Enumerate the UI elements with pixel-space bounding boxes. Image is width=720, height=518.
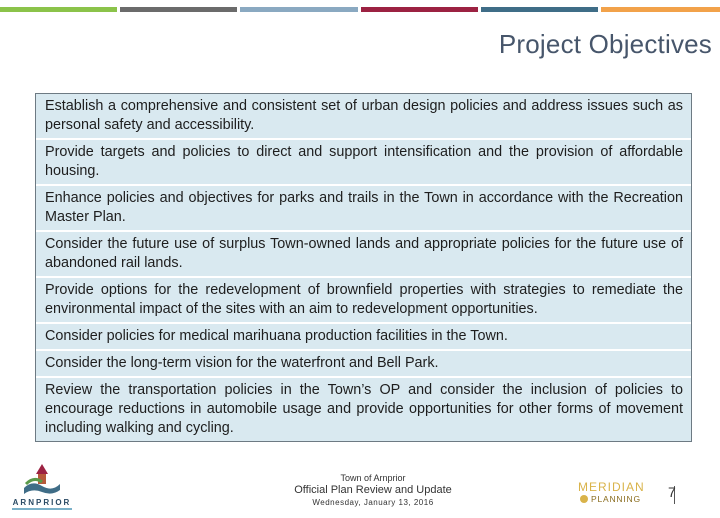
planning-logo-text: PLANNING bbox=[591, 494, 641, 504]
accent-segment-gray bbox=[120, 7, 237, 12]
accent-segment-light-blue bbox=[240, 7, 357, 12]
meridian-logo-text: MERIDIAN bbox=[578, 480, 645, 494]
page-number: 7 bbox=[668, 484, 676, 500]
meridian-planning-logo bbox=[578, 480, 648, 506]
objective-row: Review the transportation policies in the Town’s OP and consider the inclusion of policies to encourage reductions in automobile usage and provide opportunities for other forms of movement including walking and cycling. bbox=[45, 382, 683, 436]
objective-row: Consider policies for medical marihuana production facilities in the Town. bbox=[36, 324, 691, 351]
footer-org: Town of Arnprior bbox=[340, 473, 406, 483]
accent-bar bbox=[0, 7, 720, 12]
objectives-table bbox=[35, 93, 692, 442]
sun-icon bbox=[580, 495, 588, 503]
arnprior-logo bbox=[12, 462, 72, 514]
page-title: Project Objectives bbox=[498, 29, 712, 59]
arnprior-logo-underline bbox=[12, 508, 72, 510]
objective-row: Enhance policies and objectives for parks and trails in the Town in accordance with the Recreation Master Plan. bbox=[36, 186, 691, 232]
objective-row: Consider the long-term vision for the waterfront and Bell Park. bbox=[36, 351, 691, 378]
objective-row: Provide targets and policies to direct and support intensification and the provision of affordable housing. bbox=[36, 140, 691, 186]
footer-project: Official Plan Review and Update bbox=[294, 484, 452, 496]
accent-segment-orange bbox=[601, 7, 720, 12]
objective-row: Provide options for the redevelopment of brownfield properties with strategies to remediate the environmental impact of the sites with an aim to redevelopment opportunities. bbox=[36, 278, 691, 324]
arnprior-emblem-icon bbox=[22, 462, 62, 496]
arnprior-logo-text: ARNPRIOR bbox=[12, 498, 72, 507]
accent-segment-blue bbox=[481, 7, 598, 12]
footer-date: Wednesday, January 13, 2016 bbox=[312, 498, 434, 507]
accent-segment-maroon bbox=[361, 7, 478, 12]
objective-row: Establish a comprehensive and consistent set of urban design policies and address issues such as personal safety and accessibility. bbox=[36, 94, 691, 140]
objective-row: Consider the future use of surplus Town-owned lands and appropriate policies for the future use of abandoned rail lands. bbox=[36, 232, 691, 278]
accent-segment-green bbox=[0, 7, 117, 12]
